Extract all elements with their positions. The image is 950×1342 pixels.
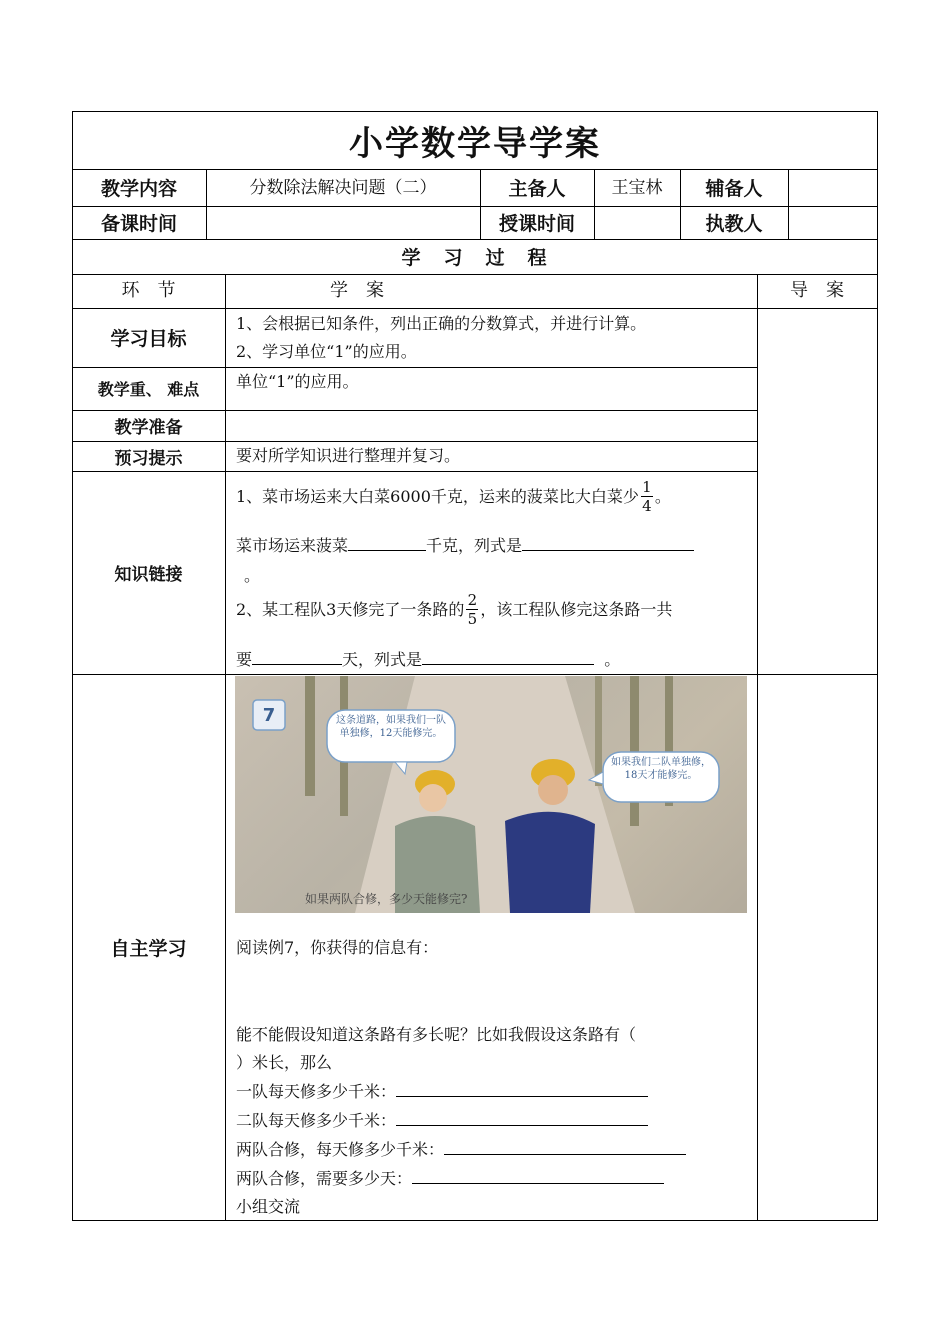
knowledge-q1	[236, 478, 671, 515]
content-value: 分数除法解决问题（二）	[249, 177, 437, 198]
assist-prep-label: 辅备人	[705, 178, 763, 200]
team2-label: 二队每天修多少千米：	[236, 1111, 397, 1130]
example-illustration	[235, 676, 747, 913]
main-prep-label: 主备人	[508, 178, 566, 200]
q2-line2-c: 。	[604, 650, 621, 669]
prep-label: 教学准备	[114, 418, 183, 438]
example-number-badge: 7	[262, 704, 276, 726]
q2-line2-a: 要	[236, 650, 253, 669]
q1-frac-den: 4	[642, 497, 652, 515]
q2-suffix: ，该工程队修完这条路一共	[480, 599, 673, 619]
col-header-section: 环 节	[121, 280, 176, 301]
preview-label: 预习提示	[114, 448, 183, 469]
group-discussion: 小组交流	[236, 1197, 301, 1216]
teach-time-label: 授课时间	[498, 213, 575, 235]
q2-fraction	[466, 591, 478, 628]
team2-line	[236, 1107, 648, 1135]
col-header-study: 学 案	[330, 280, 384, 301]
illustration-caption: 如果两队合修，多少天能修完?	[305, 892, 468, 906]
main-prep-value: 王宝林	[611, 177, 663, 198]
knowledge-label: 知识链接	[114, 565, 183, 585]
answer-blank[interactable]	[396, 1078, 648, 1097]
speech-bubble-right: 如果我们二队单独修，18天才能修完。	[611, 757, 711, 781]
q1-line3: 。	[244, 566, 261, 585]
knowledge-q2-line2	[236, 646, 620, 674]
preview-text: 要对所学知识进行整理并复习。	[236, 446, 461, 465]
q2-line2-b: 天，列式是	[342, 650, 423, 669]
assume-line-2: ）米长，那么	[236, 1053, 333, 1072]
illustration-scene	[235, 676, 747, 913]
answer-blank[interactable]	[412, 1165, 664, 1184]
q2-frac-den: 5	[467, 610, 478, 628]
both-days-line	[236, 1165, 664, 1193]
keypoints-text: 单位“1”的应用。	[236, 372, 359, 391]
goal-item-2: 2、学习单位“1”的应用。	[236, 342, 417, 361]
read-prompt: 阅读例7，你获得的信息有：	[236, 938, 439, 957]
speech-bubble-left: 这条道路，如果我们一队单独修，12天能修完。	[336, 715, 446, 739]
answer-blank[interactable]	[252, 646, 342, 665]
answer-blank[interactable]	[444, 1136, 686, 1155]
page-title: 小学数学导学案	[349, 123, 601, 164]
answer-blank[interactable]	[522, 532, 694, 551]
col-header-guide: 导 案	[790, 280, 844, 301]
keypoints-label: 教学重、 难点	[97, 380, 200, 399]
goals-label: 学习目标	[110, 328, 187, 350]
answer-blank[interactable]	[348, 532, 426, 551]
process-title: 学 习 过 程	[401, 247, 549, 269]
q1-frac-num: 1	[642, 478, 652, 496]
prep-time-label: 备课时间	[100, 213, 177, 235]
table-border-right	[877, 111, 878, 1221]
q1-fraction	[641, 478, 653, 515]
assume-line-1: 能不能假设知道这条路有多长呢？比如我假设这条路有（	[236, 1025, 637, 1044]
both-days-label: 两队合修，需要多少天：	[236, 1169, 413, 1188]
col-divider	[788, 169, 789, 240]
content-label: 教学内容	[100, 178, 177, 200]
answer-blank[interactable]	[422, 646, 594, 665]
q1-prefix: 1、菜市场运来大白菜6000千克，运来的菠菜比大白菜少	[236, 486, 639, 506]
both-daily-label: 两队合修，每天修多少千米：	[236, 1140, 445, 1159]
team1-line	[236, 1078, 648, 1106]
knowledge-q1-line2	[236, 532, 694, 560]
both-daily-line	[236, 1136, 686, 1164]
q1-line2-b: 千克，列式是	[426, 536, 523, 555]
q1-suffix: 。	[654, 486, 671, 506]
self-study-label: 自主学习	[110, 937, 187, 960]
col-divider	[225, 274, 226, 1221]
q1-line2-a: 菜市场运来菠菜	[236, 536, 349, 555]
goal-item-1: 1、会根据已知条件，列出正确的分数算式，并进行计算。	[236, 314, 647, 333]
col-divider	[757, 274, 758, 1221]
knowledge-q2	[236, 591, 672, 628]
team1-label: 一队每天修多少千米：	[236, 1082, 397, 1101]
q2-frac-num: 2	[467, 591, 478, 609]
answer-blank[interactable]	[396, 1107, 648, 1126]
teacher-label: 执教人	[705, 213, 763, 235]
q2-prefix: 2、某工程队3天修完了一条路的	[236, 599, 465, 619]
